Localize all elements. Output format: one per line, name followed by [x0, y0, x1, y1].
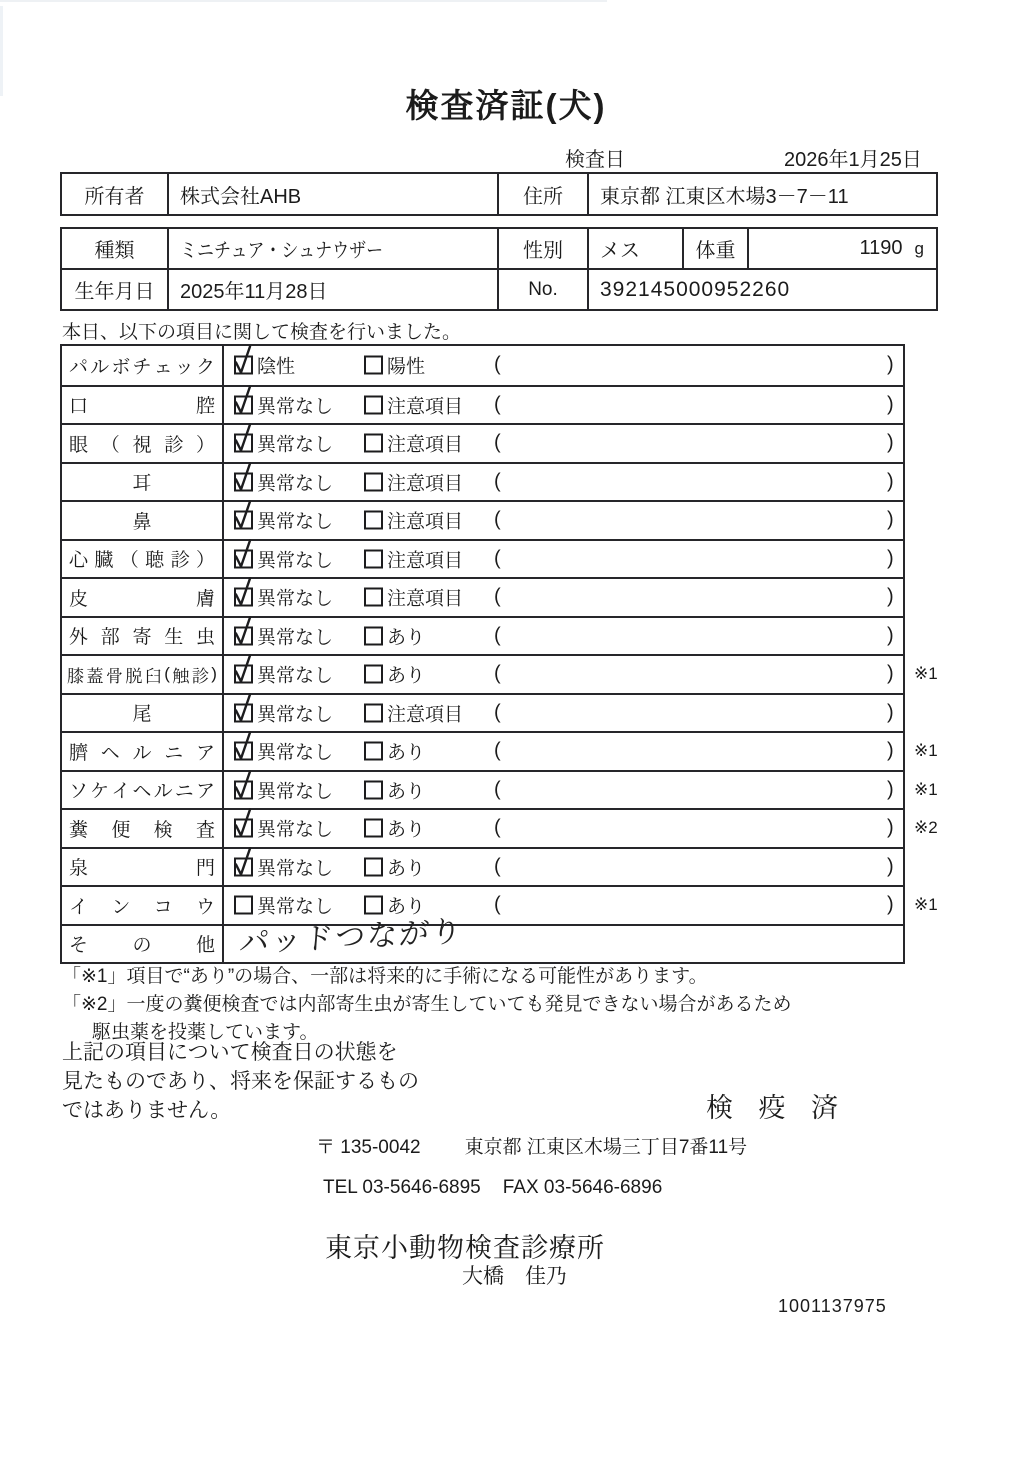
option-area — [224, 656, 903, 693]
label-char: ボ — [111, 356, 131, 378]
checkbox-icon — [364, 780, 383, 799]
label-char: 腔 — [195, 396, 215, 418]
checkbox-icon — [364, 665, 383, 684]
table-row — [62, 539, 903, 578]
paren-close-icon: ) — [887, 393, 894, 416]
option-2-label: 注意項目 — [387, 473, 464, 495]
weight-value: 1190 — [859, 237, 903, 259]
table-row — [62, 808, 938, 847]
option-1-label: 異常なし — [257, 511, 334, 533]
option-2 — [364, 391, 463, 418]
label-char: 部 — [100, 627, 120, 649]
option-1-label: 異常なし — [257, 819, 334, 841]
option-area — [224, 541, 903, 578]
check-mark-icon — [233, 422, 253, 454]
option-1 — [234, 584, 333, 611]
checkbox-icon — [364, 703, 383, 722]
paren-open-icon: ( — [494, 585, 501, 608]
table-row — [62, 654, 938, 693]
label-char: 診 — [170, 550, 190, 572]
label-char: （ — [119, 550, 139, 572]
check-mark-icon — [233, 614, 253, 646]
checkbox-icon — [234, 511, 253, 530]
label-char: ニ — [174, 781, 194, 803]
breed-value — [167, 229, 497, 268]
item-label — [62, 926, 224, 963]
checkbox-icon — [234, 434, 253, 453]
label-char: ッ — [174, 356, 194, 378]
option-1 — [234, 738, 333, 765]
option-2 — [364, 468, 463, 495]
label-char: 門 — [195, 858, 215, 880]
clinic-address: 東京都 江東区木場三丁目7番11号 — [464, 1137, 748, 1158]
option-1-label: 異常なし — [257, 588, 334, 610]
label-char: ウ — [195, 896, 215, 918]
option-area — [224, 849, 903, 886]
table-row — [62, 693, 903, 732]
item-label — [62, 656, 224, 693]
option-2-label: あり — [387, 665, 426, 687]
option-area — [224, 772, 903, 809]
option-2 — [364, 853, 425, 880]
label-char: ケ — [90, 781, 110, 803]
option-1 — [234, 391, 333, 418]
item-label — [62, 887, 224, 924]
label-char: パ — [69, 356, 89, 378]
checkbox-icon — [364, 472, 383, 491]
label-char: ヘ — [132, 781, 152, 803]
paren-open-icon: ( — [494, 431, 501, 454]
option-1-label: 異常なし — [257, 473, 334, 495]
footnotes — [62, 963, 792, 1047]
option-2-label: 注意項目 — [387, 588, 464, 610]
option-area — [224, 579, 903, 616]
owner-table — [60, 172, 938, 216]
item-label — [62, 849, 224, 886]
footnote-2-continued: 駆虫薬を投薬しています。 — [92, 1022, 319, 1043]
option-area — [224, 914, 903, 963]
option-2-label: あり — [387, 742, 426, 764]
paren-open-icon: ( — [494, 508, 501, 531]
option-2 — [364, 584, 463, 611]
option-1-label: 異常なし — [257, 896, 334, 918]
option-2 — [364, 352, 425, 379]
checkbox-icon — [364, 356, 383, 375]
option-area — [224, 464, 903, 501]
option-2 — [364, 430, 463, 457]
paren-close-icon: ) — [887, 893, 894, 916]
label-char: 虫 — [195, 627, 215, 649]
breed-row — [62, 229, 936, 268]
table-row — [62, 500, 903, 539]
no-label: No. — [497, 270, 587, 309]
label-char: ア — [195, 742, 215, 764]
label-char: ェ — [153, 356, 173, 378]
option-1-label: 異常なし — [257, 704, 334, 726]
checkbox-icon — [364, 742, 383, 761]
disclaimer-line-1: 上記の項目について検査日の状態を — [62, 1041, 398, 1064]
option-1-label: 異常なし — [257, 781, 334, 803]
checkbox-icon — [234, 356, 253, 375]
label-char: そ — [69, 935, 89, 957]
option-area — [224, 618, 903, 655]
option-area — [224, 733, 903, 770]
table-row — [62, 462, 903, 501]
label-char: コ — [153, 896, 173, 918]
table-row — [62, 577, 903, 616]
veterinarian-name: 大橋 佳乃 — [462, 1265, 567, 1288]
owner-value: 株式会社AHB — [167, 174, 497, 214]
paren-open-icon: ( — [494, 393, 501, 416]
check-mark-icon — [233, 691, 253, 723]
birth-value: 2025年11月28日 — [167, 270, 497, 309]
checkbox-icon — [234, 780, 253, 799]
option-1-label: 異常なし — [257, 550, 334, 572]
footnote-ref: ※1 — [914, 895, 938, 915]
paren-open-icon: ( — [494, 701, 501, 724]
checkbox-icon — [234, 819, 253, 838]
footnote-ref: ※1 — [914, 664, 938, 684]
checkbox-icon — [234, 896, 253, 915]
label-char: 鼻 — [132, 511, 152, 533]
handwritten-note: パッドつながり — [238, 914, 465, 960]
label-char: 皮 — [69, 588, 89, 610]
clinic-tel-line — [323, 1177, 662, 1199]
option-2 — [364, 738, 425, 765]
item-label — [62, 810, 224, 847]
option-area — [224, 695, 903, 732]
label-char: ソ — [69, 781, 89, 803]
option-1 — [234, 699, 333, 726]
paren-close-icon: ) — [887, 778, 894, 801]
label-char: 聴 — [145, 550, 165, 572]
label-char: 触 — [172, 666, 190, 686]
item-label — [62, 772, 224, 809]
label-char: ) — [211, 664, 217, 684]
label-char: 検 — [153, 819, 173, 841]
item-label — [62, 541, 224, 578]
disclaimer — [62, 1038, 419, 1125]
item-label — [62, 425, 224, 462]
weight-unit: g — [914, 238, 924, 258]
option-area — [224, 346, 903, 385]
label-char: ア — [195, 781, 215, 803]
checkbox-icon — [234, 742, 253, 761]
paren-close-icon: ) — [887, 508, 894, 531]
table-row — [62, 731, 938, 770]
footnote-ref: ※1 — [914, 779, 938, 799]
table-row — [62, 385, 903, 424]
table-row — [62, 616, 903, 655]
check-mark-icon — [233, 576, 253, 608]
checkbox-icon — [364, 857, 383, 876]
option-2 — [364, 545, 463, 572]
checkbox-icon — [234, 472, 253, 491]
paren-open-icon: ( — [494, 353, 501, 376]
check-mark-icon — [233, 344, 253, 376]
breed-text: ミニチュア・シュナウザー — [180, 240, 384, 262]
page-title: 検査済証(犬) — [405, 87, 607, 124]
paren-open-icon: ( — [494, 662, 501, 685]
option-2-label: あり — [387, 819, 426, 841]
checkbox-icon — [364, 434, 383, 453]
check-mark-icon — [233, 460, 253, 492]
option-2 — [364, 507, 463, 534]
paren-open-icon: ( — [494, 547, 501, 570]
paren-close-icon: ) — [887, 585, 894, 608]
item-label — [62, 579, 224, 616]
option-1 — [234, 776, 333, 803]
option-area — [224, 425, 903, 462]
paren-close-icon: ) — [887, 662, 894, 685]
check-mark-icon — [233, 730, 253, 762]
table-row — [62, 885, 938, 924]
checkbox-icon — [364, 549, 383, 568]
serial-number: 1001137975 — [778, 1296, 887, 1316]
label-char: チ — [132, 356, 152, 378]
option-2-label: 注意項目 — [387, 511, 464, 533]
option-2 — [364, 622, 425, 649]
label-char: 生 — [164, 627, 184, 649]
weight-cell — [747, 229, 936, 268]
label-char: 蓋 — [86, 666, 104, 686]
label-char: ル — [132, 742, 152, 764]
checkbox-icon — [234, 703, 253, 722]
footnote-ref: ※1 — [914, 741, 938, 761]
option-2 — [364, 661, 425, 688]
sex-label: 性別 — [497, 229, 587, 268]
option-1-label: 異常なし — [257, 665, 334, 687]
breed-label: 種類 — [94, 240, 135, 262]
label-char: 骨 — [105, 666, 123, 686]
no-value: 392145000952260 — [587, 270, 936, 309]
paren-open-icon: ( — [494, 855, 501, 878]
table-row — [62, 914, 903, 963]
address-value: 東京都 江東区木場3－7－11 — [587, 174, 936, 214]
label-char: 膝 — [67, 666, 84, 686]
label-char: 外 — [69, 627, 89, 649]
label-char: の — [132, 935, 152, 957]
item-label — [62, 346, 224, 385]
option-2-label: あり — [387, 896, 426, 918]
clinic-postal: 〒 135-0042 — [316, 1137, 421, 1158]
option-2 — [364, 776, 425, 803]
option-1 — [234, 468, 333, 495]
paren-close-icon: ) — [887, 353, 894, 376]
paren-close-icon: ) — [887, 701, 894, 724]
check-mark-icon — [233, 383, 253, 415]
label-char: ル — [90, 356, 110, 378]
label-char: 口 — [69, 396, 89, 418]
label-char: ク — [195, 356, 215, 378]
paren-open-icon: ( — [494, 893, 501, 916]
paren-close-icon: ) — [887, 855, 894, 878]
option-1 — [234, 430, 333, 457]
inspection-date-label: 検査日 — [565, 149, 625, 171]
footnote-ref: ※2 — [914, 818, 938, 838]
label-char: 膚 — [195, 588, 215, 610]
label-char: 診 — [164, 434, 184, 456]
inspection-date-value: 2026年1月25日 — [784, 149, 922, 171]
check-mark-icon — [233, 653, 253, 685]
label-char: 耳 — [132, 473, 152, 495]
option-1-label: 異常なし — [257, 627, 334, 649]
checkbox-icon — [364, 588, 383, 607]
checkbox-icon — [234, 857, 253, 876]
option-1-label: 異常なし — [257, 434, 334, 456]
owner-label: 所有者 — [84, 185, 145, 208]
owner-row — [62, 174, 936, 214]
label-char: 泉 — [69, 858, 89, 880]
label-char: イ — [69, 896, 89, 918]
option-1-label: 異常なし — [257, 742, 334, 764]
checkbox-icon — [364, 395, 383, 414]
clinic-fax: FAX 03-5646-6896 — [502, 1177, 663, 1198]
table-row — [62, 423, 903, 462]
checkbox-icon — [234, 549, 253, 568]
label-char: 他 — [195, 935, 215, 957]
checkbox-icon — [364, 819, 383, 838]
paren-open-icon: ( — [494, 816, 501, 839]
option-1-label: 陰性 — [257, 356, 296, 378]
item-label — [62, 695, 224, 732]
label-char: ン — [111, 896, 131, 918]
option-1 — [234, 622, 333, 649]
paren-open-icon: ( — [494, 624, 501, 647]
label-char: （ — [100, 434, 120, 456]
quarantine-stamp: 検 疫 済 — [706, 1093, 848, 1123]
scan-artifact — [0, 0, 607, 2]
option-2-label: 注意項目 — [387, 704, 464, 726]
label-char: 臼 — [144, 666, 162, 686]
disclaimer-line-2: 見たものであり、将来を保証するもの — [62, 1070, 419, 1093]
paren-close-icon: ) — [887, 816, 894, 839]
option-2-label: あり — [387, 858, 426, 880]
option-area — [224, 502, 903, 539]
paren-close-icon: ) — [887, 624, 894, 647]
paren-open-icon: ( — [494, 470, 501, 493]
label-char: 便 — [111, 819, 131, 841]
label-char: 尾 — [132, 704, 152, 726]
label-char: 糞 — [69, 819, 89, 841]
sex-value: メス — [587, 229, 682, 268]
option-2-label: 注意項目 — [387, 396, 464, 418]
pet-info-table — [60, 227, 938, 311]
label-char: ニ — [164, 742, 184, 764]
check-mark-icon — [233, 537, 253, 569]
inspection-table — [60, 344, 938, 964]
address-label: 住所 — [497, 174, 587, 214]
item-label — [62, 387, 224, 424]
clinic-name: 東京小動物検査診療所 — [325, 1233, 605, 1263]
table-row — [62, 770, 938, 809]
item-label — [62, 618, 224, 655]
option-2 — [364, 699, 463, 726]
check-mark-icon — [233, 807, 253, 839]
check-mark-icon — [233, 845, 253, 877]
option-1 — [234, 815, 333, 842]
option-area — [224, 810, 903, 847]
paren-close-icon: ) — [887, 431, 894, 454]
label-char: ル — [153, 781, 173, 803]
paren-open-icon: ( — [494, 778, 501, 801]
label-char: ） — [195, 434, 215, 456]
birth-label: 生年月日 — [74, 281, 155, 303]
checkbox-icon — [364, 511, 383, 530]
item-label — [62, 502, 224, 539]
label-char: 視 — [132, 434, 152, 456]
label-char: 脱 — [125, 666, 143, 686]
option-2-label: 陽性 — [387, 356, 426, 378]
option-1 — [234, 545, 333, 572]
label-char: 査 — [195, 819, 215, 841]
table-row — [62, 847, 903, 886]
option-1 — [234, 661, 333, 688]
check-mark-icon — [233, 499, 253, 531]
footnote-1: 「※1」項目で“あり”の場合、一部は将来的に手術になる可能性があります。 — [62, 966, 708, 987]
option-1 — [234, 507, 333, 534]
birth-row — [62, 268, 936, 309]
label-char: ( — [164, 664, 170, 684]
option-2-label: 注意項目 — [387, 550, 464, 572]
checkbox-icon — [234, 665, 253, 684]
paren-close-icon: ) — [887, 739, 894, 762]
paren-close-icon: ) — [887, 547, 894, 570]
disclaimer-line-3: ではありません。 — [62, 1099, 232, 1122]
option-1-label: 異常なし — [257, 396, 334, 418]
item-label — [62, 464, 224, 501]
label-char: 心 — [69, 550, 89, 572]
paren-open-icon: ( — [494, 739, 501, 762]
paren-close-icon: ) — [887, 470, 894, 493]
option-area — [224, 387, 903, 424]
label-char: イ — [111, 781, 131, 803]
option-2 — [364, 815, 425, 842]
clinic-postal-line — [316, 1132, 747, 1159]
checkbox-icon — [364, 626, 383, 645]
weight-label: 体重 — [682, 229, 747, 268]
option-1 — [234, 853, 333, 880]
clinic-tel: TEL 03-5646-6895 — [323, 1177, 481, 1198]
label-char: 診 — [191, 666, 209, 686]
option-1-label: 異常なし — [257, 858, 334, 880]
checkbox-icon — [234, 588, 253, 607]
label-char: 眼 — [69, 434, 89, 456]
checkbox-icon — [234, 626, 253, 645]
label-char: ） — [195, 550, 215, 572]
option-2-label: あり — [387, 781, 426, 803]
table-row — [62, 346, 903, 385]
option-1 — [234, 352, 295, 379]
label-char: 臓 — [94, 550, 114, 572]
intro-text: 本日、以下の項目に関して検査を行いました。 — [62, 322, 462, 343]
label-char: ヘ — [100, 742, 120, 764]
check-mark-icon — [233, 768, 253, 800]
label-char: 寄 — [132, 627, 152, 649]
item-label — [62, 733, 224, 770]
option-2-label: 注意項目 — [387, 434, 464, 456]
footnote-2: 「※2」一度の糞便検査では内部寄生虫が寄生していても発見できない場合があるため — [62, 994, 792, 1015]
label-char: 臍 — [69, 742, 89, 764]
checkbox-icon — [234, 395, 253, 414]
option-2-label: あり — [387, 627, 426, 649]
